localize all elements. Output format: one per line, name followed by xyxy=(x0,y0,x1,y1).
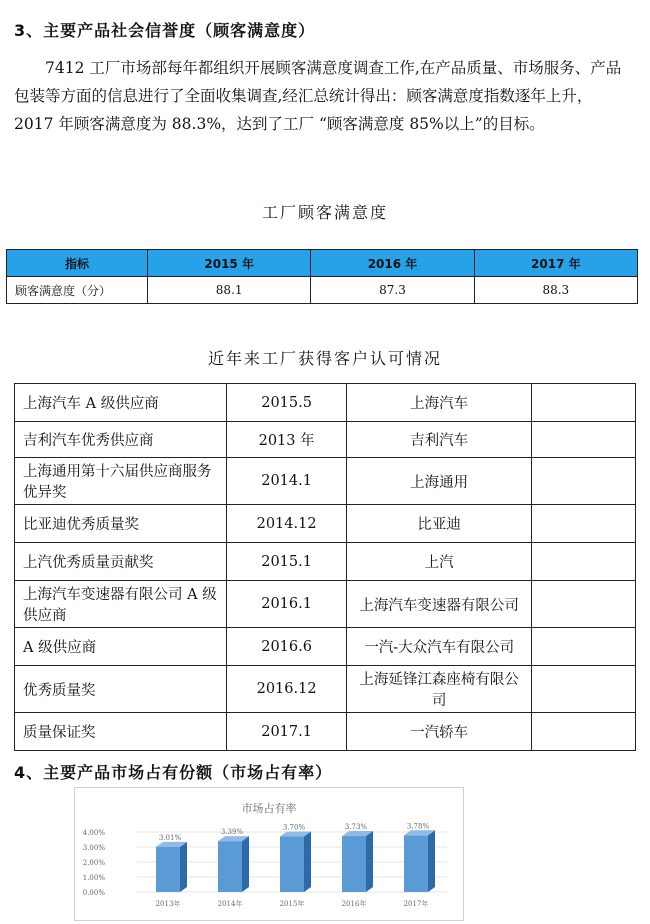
x-tick-label: 2013年 xyxy=(155,900,181,908)
market-share-chart xyxy=(74,787,464,921)
table-cell: 87.3 xyxy=(311,277,474,304)
table-cell: 质量保证奖 xyxy=(15,713,227,751)
chart-svg xyxy=(75,788,463,920)
table-cell: 吉利汽车 xyxy=(347,422,532,458)
table-cell: 上海汽车变速器有限公司 A 级供应商 xyxy=(15,581,227,628)
x-tick-label: 2015年 xyxy=(279,900,305,908)
bar-side xyxy=(428,830,435,892)
section4-heading: 4、主要产品市场占有份额（市场占有率） xyxy=(14,763,333,782)
table-cell: 2014.1 xyxy=(226,458,346,505)
table-cell: 2014.12 xyxy=(226,505,346,543)
y-tick-label: 3.00% xyxy=(82,844,105,852)
table-row xyxy=(15,581,636,628)
table-row xyxy=(15,543,636,581)
table-cell: 比亚迪优秀质量奖 xyxy=(15,505,227,543)
table-cell xyxy=(532,581,636,628)
table-cell: 一汽轿车 xyxy=(347,713,532,751)
table-cell: 优秀质量奖 xyxy=(15,666,227,713)
table-cell: 2016.1 xyxy=(226,581,346,628)
x-tick-label: 2017年 xyxy=(403,900,429,908)
section3-heading: 3、主要产品社会信誉度（顾客满意度） xyxy=(14,21,316,40)
table-row xyxy=(15,666,636,713)
table-row xyxy=(15,384,636,422)
table-row xyxy=(15,422,636,458)
bar-side xyxy=(366,831,373,892)
table-row xyxy=(15,628,636,666)
data-label: 3.01% xyxy=(158,833,182,842)
table-cell: 上海汽车变速器有限公司 xyxy=(347,581,532,628)
table-cell: 一汽-大众汽车有限公司 xyxy=(347,628,532,666)
table1-caption: 工厂顾客满意度 xyxy=(261,203,388,222)
table-cell: 2016.6 xyxy=(226,628,346,666)
bar xyxy=(404,835,428,892)
table-row xyxy=(15,505,636,543)
table-cell: 2013 年 xyxy=(226,422,346,458)
y-tick-label: 2.00% xyxy=(82,859,105,867)
table-cell xyxy=(532,713,636,751)
table-cell xyxy=(532,628,636,666)
header-cell: 2017 年 xyxy=(474,250,637,277)
table-cell xyxy=(532,505,636,543)
table-cell: A 级供应商 xyxy=(15,628,227,666)
bar xyxy=(156,847,180,892)
y-tick-label: 4.00% xyxy=(82,829,105,837)
table-cell: 上海延锋江森座椅有限公司 xyxy=(347,666,532,713)
table-header-row xyxy=(7,250,638,277)
paragraph-text: 7412 工厂市场部每年都组织开展顾客满意度调查工作,在产品质量、市场服务、产品包装等方面的信息进行了全面收集调查,经汇总统计得出：顾客满意度指数逐年上升，2017 年顾客满意度为 88.3%，达到了工厂 “顾客满意度 85%以上”的目标。 xyxy=(14,59,622,133)
chart-title: 市场占有率 xyxy=(241,802,297,815)
table-cell xyxy=(532,458,636,505)
bar-side xyxy=(180,842,187,892)
table-cell: 88.1 xyxy=(148,277,311,304)
bar-side xyxy=(242,836,249,892)
table-cell: 比亚迪 xyxy=(347,505,532,543)
table-cell: 吉利汽车优秀供应商 xyxy=(15,422,227,458)
y-tick-label: 0.00% xyxy=(82,889,105,897)
table-cell: 顾客满意度（分） xyxy=(7,277,148,304)
table-row xyxy=(15,458,636,505)
data-label: 3.78% xyxy=(406,822,430,831)
table-row xyxy=(7,277,638,304)
y-tick-label: 1.00% xyxy=(82,874,105,882)
x-tick-label: 2016年 xyxy=(341,900,367,908)
header-cell: 2016 年 xyxy=(311,250,474,277)
header-cell: 指标 xyxy=(7,250,148,277)
x-tick-label: 2014年 xyxy=(217,900,243,908)
table-cell xyxy=(532,543,636,581)
table-cell: 上海汽车 A 级供应商 xyxy=(15,384,227,422)
table-cell xyxy=(532,422,636,458)
bar-side xyxy=(304,832,311,893)
table-cell: 2016.12 xyxy=(226,666,346,713)
bar xyxy=(342,836,366,892)
table-cell: 上海通用第十六届供应商服务优异奖 xyxy=(15,458,227,505)
bar xyxy=(280,837,304,893)
section3-paragraph xyxy=(14,54,624,138)
table2-caption: 近年来工厂获得客户认可情况 xyxy=(207,349,442,368)
table-cell xyxy=(532,666,636,713)
data-label: 3.70% xyxy=(282,823,306,832)
satisfaction-table xyxy=(6,249,638,304)
data-label: 3.73% xyxy=(344,823,368,832)
table-row xyxy=(15,713,636,751)
table-cell: 上海通用 xyxy=(347,458,532,505)
table-cell: 2015.5 xyxy=(226,384,346,422)
table-cell xyxy=(532,384,636,422)
data-label: 3.39% xyxy=(220,828,244,837)
table-cell: 2015.1 xyxy=(226,543,346,581)
bar xyxy=(218,841,242,892)
header-cell: 2015 年 xyxy=(148,250,311,277)
table-cell: 2017.1 xyxy=(226,713,346,751)
recognition-table xyxy=(14,383,636,751)
table-cell: 上汽 xyxy=(347,543,532,581)
table-cell: 88.3 xyxy=(474,277,637,304)
table-cell: 上汽优秀质量贡献奖 xyxy=(15,543,227,581)
table-cell: 上海汽车 xyxy=(347,384,532,422)
